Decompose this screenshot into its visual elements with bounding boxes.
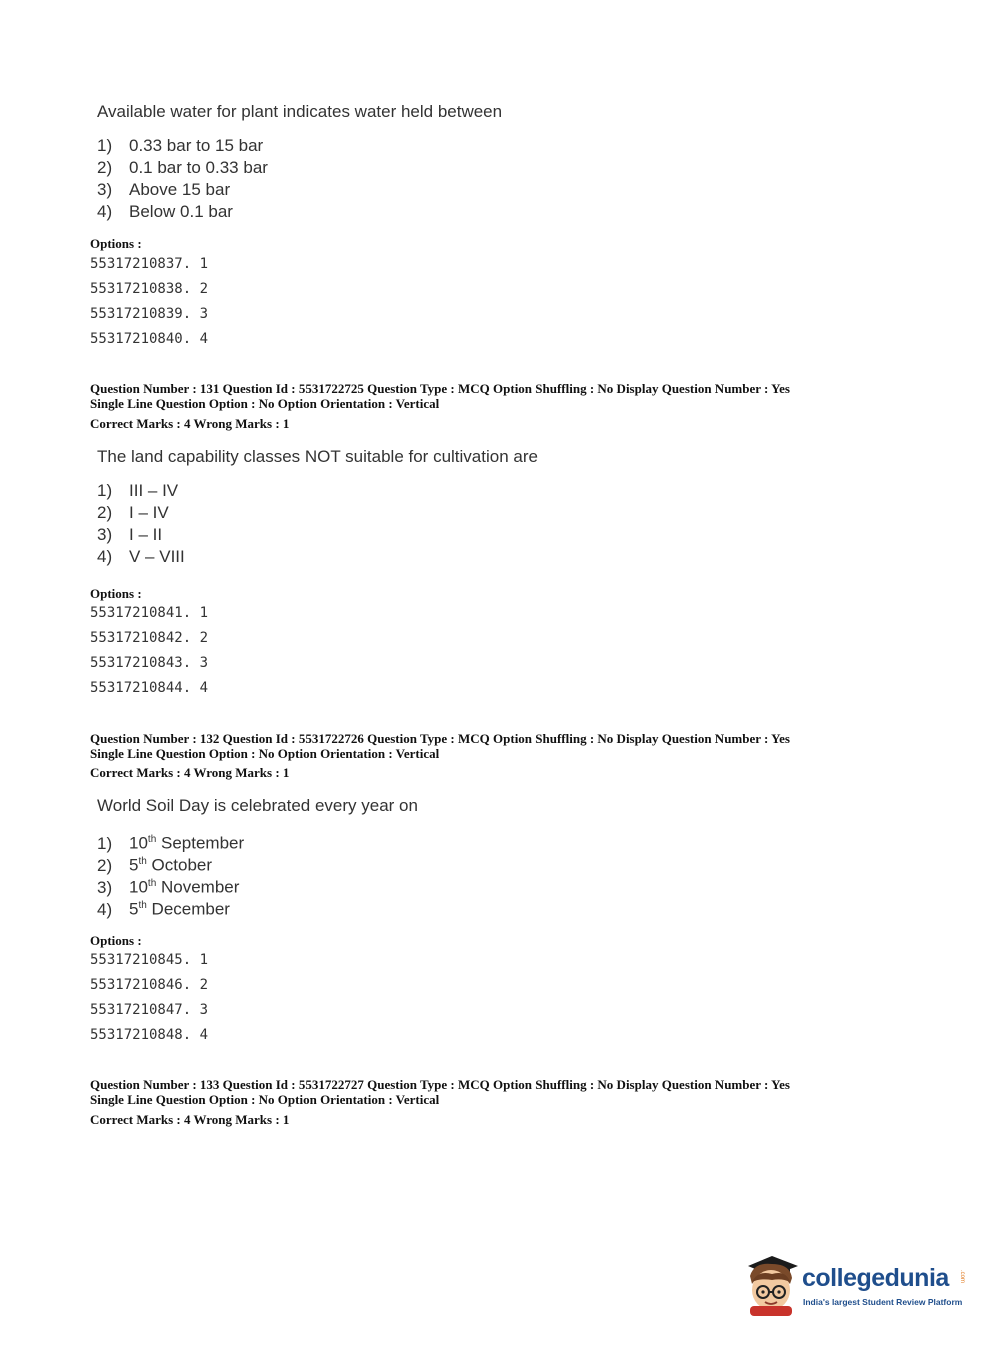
option-id: 55317210848. 4 (90, 1027, 209, 1043)
answer-choices (97, 829, 244, 917)
logo-tagline: India's largest Student Review Platform (803, 1297, 963, 1307)
question-meta (90, 731, 790, 761)
option-id: 55317210842. 2 (90, 630, 209, 646)
options-label: Options : (90, 586, 142, 601)
option-id: 55317210844. 4 (90, 680, 209, 696)
option-id: 55317210843. 3 (90, 655, 209, 671)
choice-3: 3) I – II (97, 525, 163, 544)
question-text: The land capability classes NOT suitable for cultivation are (97, 447, 538, 466)
option-id: 55317210845. 1 (90, 952, 209, 968)
answer-choices (97, 480, 185, 568)
choice-2: 2) 5th October (97, 855, 213, 875)
choice-1: 1) III – IV (97, 481, 179, 500)
question-meta-line: Question Number : 131 Question Id : 5531722725 Question Type : MCQ Option Shuffling : No Display Question Number : Yes (90, 381, 790, 396)
options-label: Options : (90, 933, 142, 948)
question-meta-line: Single Line Question Option : No Option Orientation : Vertical (90, 1092, 440, 1107)
question-marks: Correct Marks : 4 Wrong Marks : 1 (90, 1112, 290, 1127)
choice-2: 2) 0.1 bar to 0.33 bar (97, 158, 268, 177)
question-meta-line: Question Number : 133 Question Id : 5531722727 Question Type : MCQ Option Shuffling : No Display Question Number : Yes (90, 1077, 790, 1092)
choice-1: 1) 0.33 bar to 15 bar (97, 136, 264, 155)
option-id: 55317210847. 3 (90, 1002, 209, 1018)
choice-1: 1) 10th September (97, 833, 245, 853)
option-id: 55317210841. 1 (90, 605, 209, 621)
option-id-list (90, 948, 208, 1048)
choice-4: 4) Below 0.1 bar (97, 202, 233, 221)
question-meta (90, 1077, 790, 1107)
question-meta (90, 381, 790, 411)
question-marks: Correct Marks : 4 Wrong Marks : 1 (90, 765, 290, 780)
choice-4: 4) 5th December (97, 899, 230, 919)
collegedunia-logo (742, 1250, 972, 1320)
question-meta-line: Question Number : 132 Question Id : 5531722726 Question Type : MCQ Option Shuffling : No Display Question Number : Yes (90, 731, 790, 746)
option-id: 55317210838. 2 (90, 281, 209, 297)
answer-choices (97, 135, 268, 223)
option-id-list (90, 601, 208, 701)
question-meta-line: Single Line Question Option : No Option Orientation : Vertical (90, 396, 440, 411)
logo-wordmark: collegedunia (802, 1264, 949, 1292)
logo-com: .com (959, 1270, 965, 1284)
question-text: World Soil Day is celebrated every year on (97, 796, 418, 815)
mascot-icon (742, 1252, 800, 1316)
option-id: 55317210837. 1 (90, 256, 209, 272)
question-marks: Correct Marks : 4 Wrong Marks : 1 (90, 416, 290, 431)
question-text: Available water for plant indicates water held between (97, 102, 503, 121)
choice-3: 3) Above 15 bar (97, 180, 231, 199)
option-id: 55317210839. 3 (90, 306, 209, 322)
options-label: Options : (90, 236, 142, 251)
choice-3: 3) 10th November (97, 877, 240, 897)
option-id-list (90, 252, 208, 352)
option-id: 55317210840. 4 (90, 331, 209, 347)
choice-2: 2) I – IV (97, 503, 169, 522)
option-id: 55317210846. 2 (90, 977, 209, 993)
question-meta-line: Single Line Question Option : No Option Orientation : Vertical (90, 746, 440, 761)
choice-4: 4) V – VIII (97, 547, 185, 566)
